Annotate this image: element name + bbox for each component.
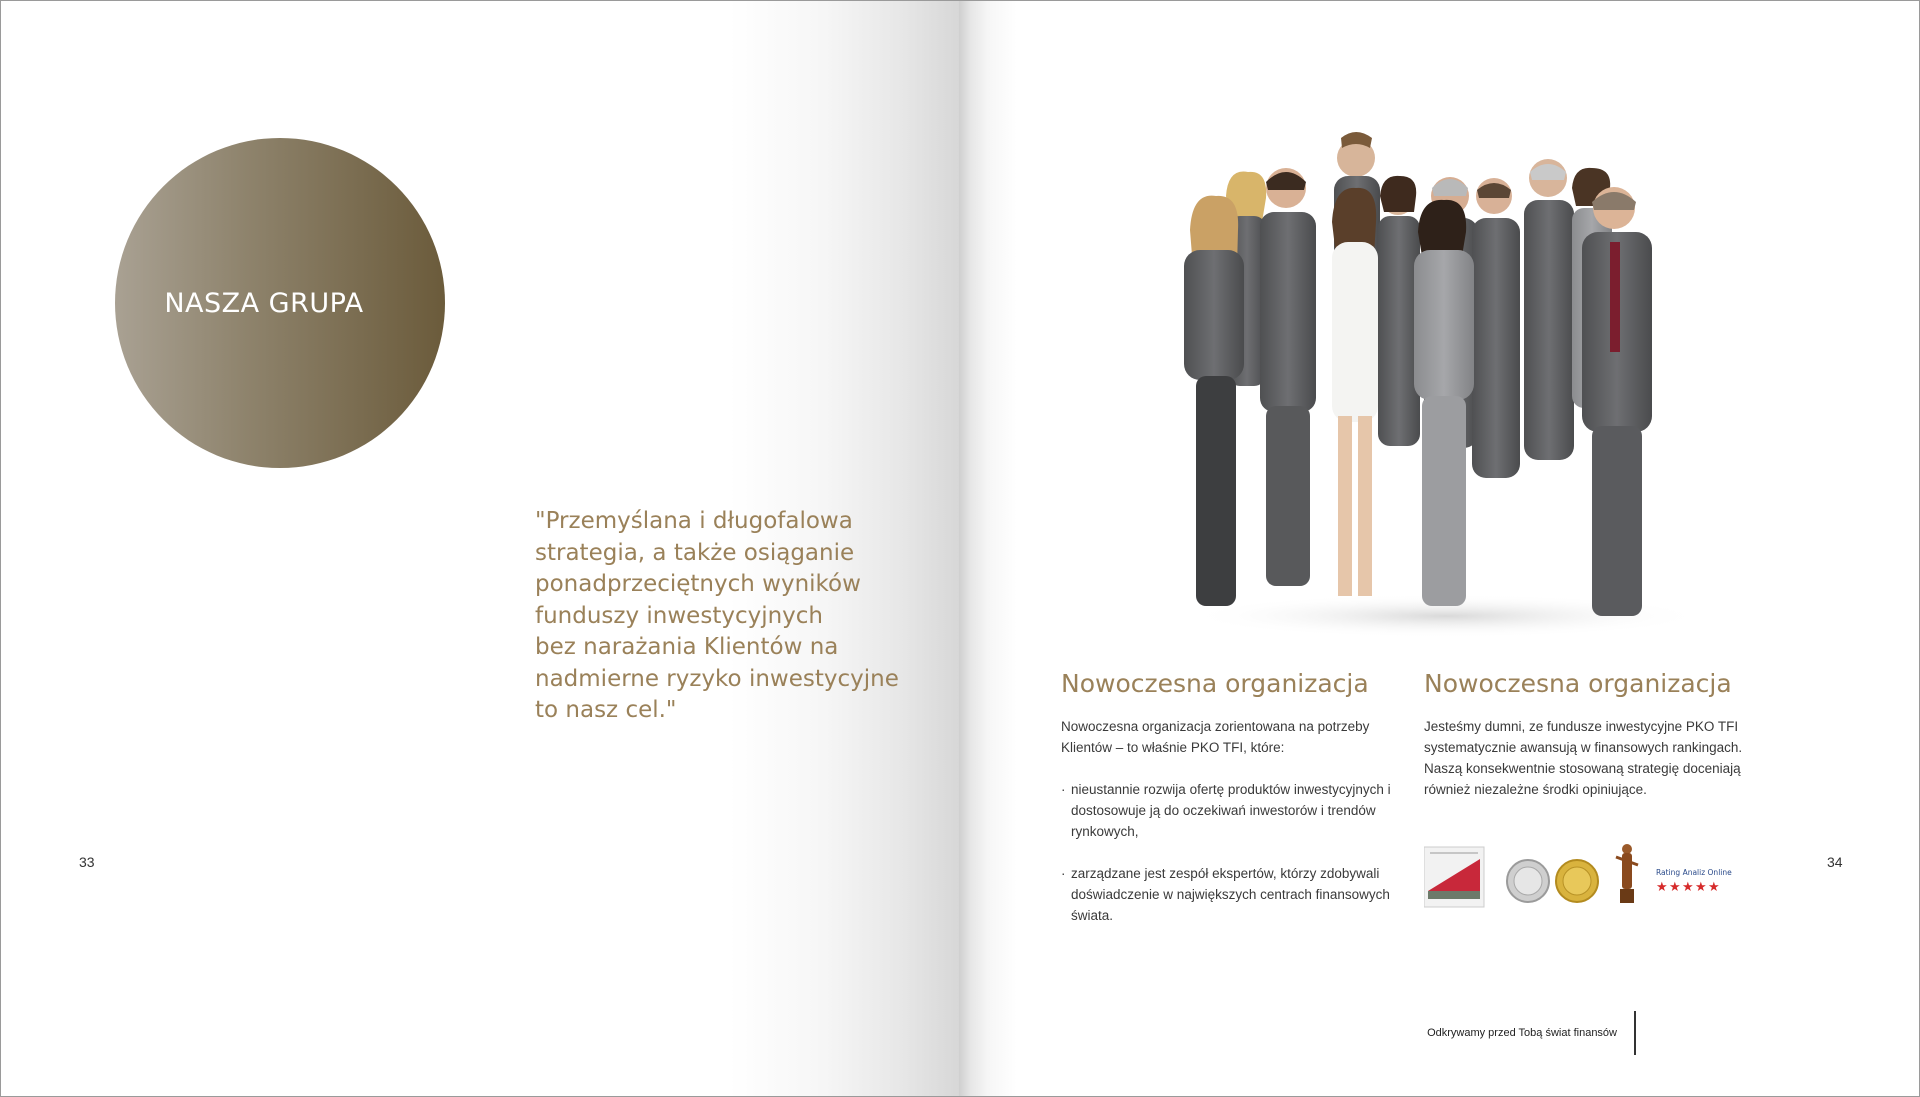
person — [1378, 176, 1420, 446]
rating-star: ★ — [1669, 879, 1681, 894]
person — [1184, 196, 1244, 606]
footer-tagline: Odkrywamy przed Tobą świat finansów — [1427, 1027, 1617, 1039]
person — [1524, 159, 1574, 460]
quote-line: bez narażania Klientów na — [535, 634, 839, 660]
page-number-right: 34 — [1827, 854, 1843, 870]
award-chart-icon — [1424, 847, 1484, 907]
awards-row — [1424, 841, 1754, 911]
footer-divider — [1634, 1011, 1636, 1055]
column-intro: Nowoczesna organizacja zorientowana na potrzeby Klientów – to właśnie PKO TFI, które: — [1061, 719, 1370, 755]
list-item: · zarządzane jest zespół ekspertów, którzy zdobywali doświadczenie w największych centrach finansowych świata. — [1061, 863, 1391, 926]
rating-label: Rating Analiz Online — [1656, 868, 1732, 877]
bullet-list — [1061, 779, 1391, 926]
text-column-organization — [1061, 669, 1391, 947]
list-item: · nieustannie rozwija ofertę produktów inwestycyjnych i dostosowuje ją do oczekiwań inwestorów i trendów rynkowych, — [1061, 779, 1391, 842]
quote-line: to nasz cel." — [535, 697, 677, 723]
team-photo — [1156, 126, 1716, 641]
quote-line: "Przemyślana i długofalowa — [535, 508, 853, 534]
rating-star: ★ — [1656, 879, 1668, 894]
person — [1332, 188, 1378, 596]
person — [1582, 187, 1652, 616]
section-circle — [115, 138, 445, 468]
rating-star: ★ — [1695, 879, 1707, 894]
trophy-statuette-icon — [1616, 844, 1638, 903]
person — [1414, 200, 1474, 606]
column-heading: Nowoczesna organizacja — [1061, 669, 1369, 698]
column-body: Jesteśmy dumni, ze fundusze inwestycyjne PKO TFI systematycznie awansują w finansowych rankingach. Naszą konsekwentnie stosowaną strategię doceniają również niezależne środki opiniujące. — [1424, 719, 1743, 797]
person — [1260, 168, 1316, 586]
gold-medal-icon — [1556, 860, 1598, 902]
quote-line: funduszy inwestycyjnych — [535, 602, 824, 629]
rating-star: ★ — [1682, 879, 1694, 894]
mission-quote — [535, 506, 935, 727]
rating-stars-icon — [1656, 868, 1732, 894]
rating-star: ★ — [1708, 879, 1720, 894]
text-column-rankings — [1424, 669, 1754, 800]
silver-medal-icon — [1507, 860, 1549, 902]
column-heading: Nowoczesna organizacja — [1424, 669, 1732, 698]
quote-line: ponadprzeciętnych wyników — [535, 571, 861, 597]
quote-line: nadmierne ryzyko inwestycyjne — [535, 665, 899, 692]
quote-line: strategia, a także osiąganie — [535, 539, 855, 566]
page-number-left: 33 — [79, 854, 95, 870]
person — [1472, 178, 1520, 478]
left-page — [1, 1, 959, 1097]
section-title: NASZA GRUPA — [164, 287, 364, 319]
